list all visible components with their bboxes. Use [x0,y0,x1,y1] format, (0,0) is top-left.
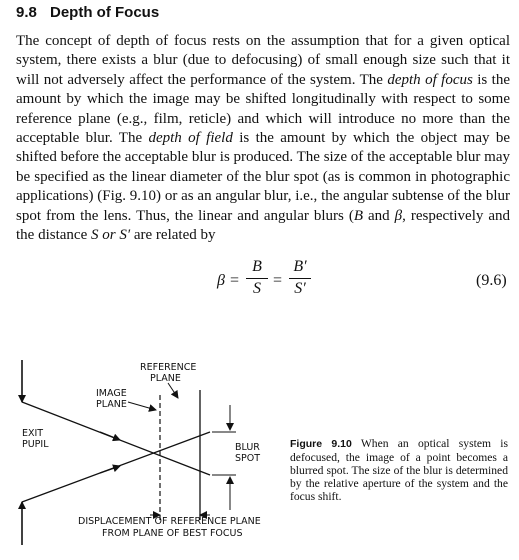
section-title: Depth of Focus [50,4,160,21]
paragraph-text-3: is the amount by which the object may be shifted before the acceptable blur is produced. The size of the acceptable blur may be specified as the linear diameter of the blur spot (as is common in photographic applications) (Fig. 9.10) or as an angular blur, i.e., the angular subtense of the blur spot from the lens. Thus, the linear and angular blurs ( [16,130,510,224]
fraction-2-bar [289,278,311,279]
displacement-label-2: FROM PLANE OF BEST FOCUS [102,528,243,539]
ray-upper-arrow [100,432,120,440]
fraction-1-numerator: B [252,258,262,275]
body-paragraph [16,32,510,245]
fraction-1-bar [246,278,268,279]
equation-fraction-2 [289,258,311,298]
image-plane-label-1: IMAGE [96,388,127,399]
ray-lower-arrow [100,466,120,473]
reference-plane-label-2: PLANE [150,373,181,384]
section-number: 9.8 [16,4,37,21]
reference-plane-leader [168,383,178,398]
image-plane-label-2: PLANE [96,399,127,410]
var-linear-blur: B [353,207,364,224]
equation-number: (9.6) [476,272,507,289]
reference-plane-label-1: REFERENCE [140,362,197,373]
exit-pupil-label-2: PUPIL [22,439,49,450]
equation-equals-2: = [273,272,283,289]
paragraph-text-2: is the amount by which the image may be shifted longitudinally with respect to some reference plane (e.g., film, reticle) and which will introduce no more than the acceptable blur. The [16,71,510,147]
term-depth-of-field: depth of field [148,130,233,147]
displacement-label-1: DISPLACEMENT OF REFERENCE PLANE [78,516,261,527]
var-distance: S [90,227,99,244]
equation-lhs: β [217,272,225,289]
equation-9-6 [0,258,519,308]
blur-spot-label-2: SPOT [235,453,261,464]
paragraph-text-4: and [363,207,395,224]
fraction-1-denominator: S [253,280,261,297]
figure-caption-label: Figure 9.10 [290,438,352,450]
image-plane-leader [128,402,156,410]
section-heading [16,4,159,21]
term-depth-of-focus: depth of focus [387,71,473,88]
paragraph-text-6: or [98,227,120,244]
figure-caption-text: When an optical system is defocused, the image of a point becomes a blurred spot. The size of the blur is determined by the relative aperture of the system and the focus shift. [290,437,508,503]
var-angular-blur: β [394,207,403,224]
fraction-2-numerator: B′ [293,258,307,275]
equation-equals-1: = [230,272,240,289]
var-distance-prime: S′ [119,227,131,244]
blur-spot-label-1: BLUR [235,442,260,453]
fraction-2-denominator: S′ [294,280,306,297]
paragraph-text-7: are related by [130,227,216,244]
paragraph-text-5: , respectively and the distance [16,207,511,244]
equation-fraction-1 [246,258,268,298]
exit-pupil-label-1: EXIT [22,428,44,439]
figure-caption [290,437,508,503]
paragraph-text-1: The concept of depth of focus rests on the assumption that for a given optical system, there exists a blur (due to defocusing) of small enough size such that it will not adversely affect the performance of the system. The [16,33,510,88]
